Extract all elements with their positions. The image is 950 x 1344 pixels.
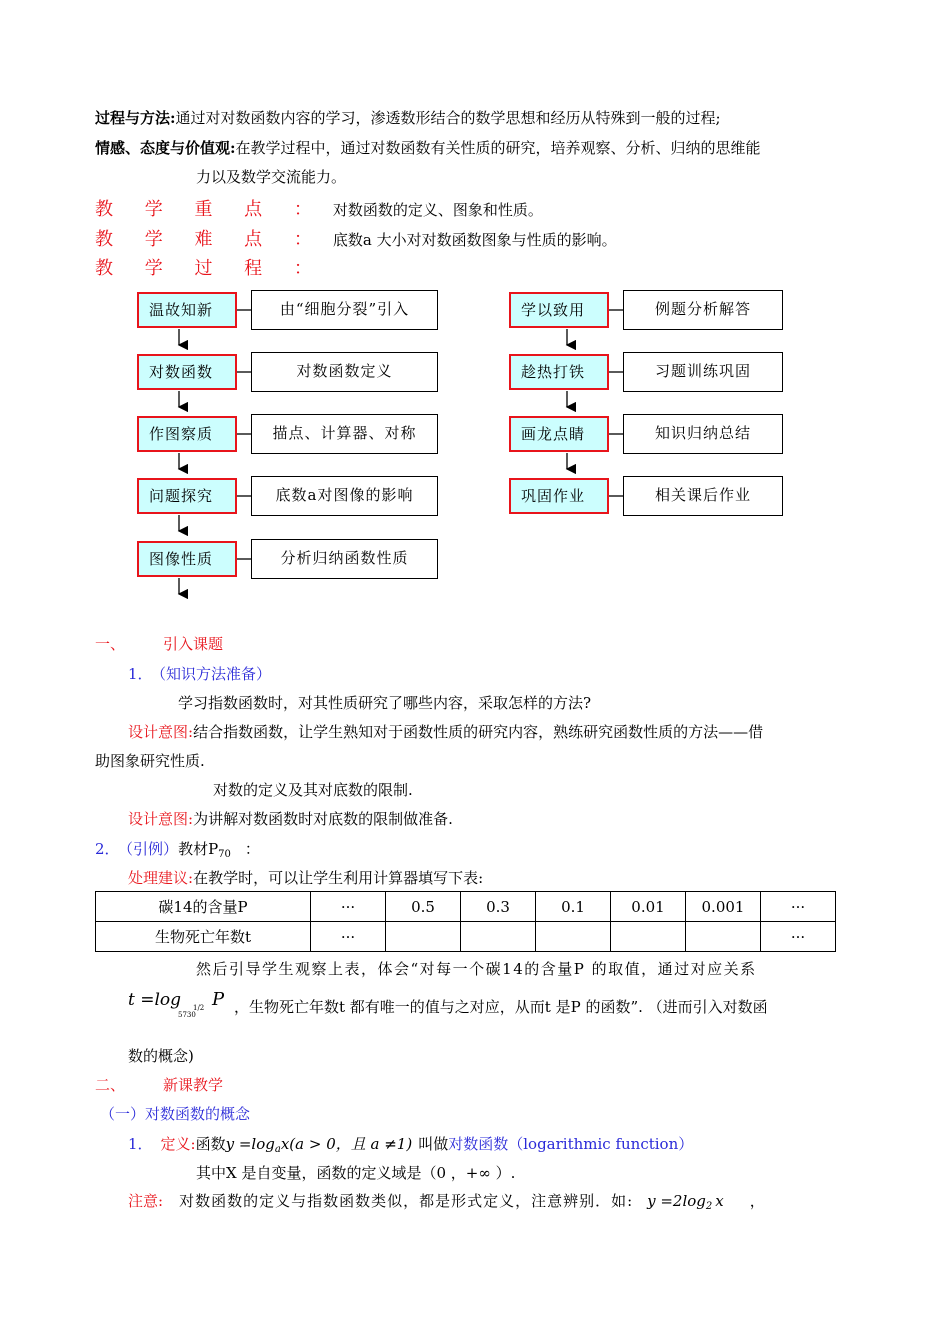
objective-text: 通过对对数函数内容的学习，渗透数形结合的数学思想和经历从特殊到一般的过程; [175,109,721,127]
formula-log [128,990,181,1010]
flow-step: 巩固作业 [509,478,609,514]
note-formula: y =2log [647,1192,706,1210]
flow-desc: 例题分析解答 [623,290,783,330]
advice-text: 在教学时，可以让学生利用计算器填写下表: [193,869,484,887]
table-cell: ··· [761,922,836,952]
note-var: x [715,1192,724,1210]
item-subscript: 70 [218,849,231,860]
domain-text: 其中X 是自变量，函数的定义域是（0 ，+∞ ）. [196,1164,516,1182]
def-pre: 函数 [195,1135,226,1153]
table-cell: 0.5 [386,892,461,922]
table-cell [386,922,461,952]
intent-text: 为讲解对数函数时对底数的限制做准备. [193,810,453,828]
def-label: 定义: [160,1135,196,1153]
flow-desc: 相关课后作业 [623,476,783,516]
table-row [96,922,836,952]
flow-step: 温故知新 [137,292,237,328]
subsection-heading: （一）对数函数的概念 [100,1105,251,1123]
table-cell: ··· [761,892,836,922]
paragraph: ，生物死亡年数t 都有唯一的值与之对应，从而t 是P 的函数”. （进而引入对数函 [234,998,768,1016]
objective-label: 过程与方法: [95,109,176,127]
def-formula: y =log [225,1135,275,1153]
section-heading [95,633,223,654]
def-term: 对数函数 [448,1135,509,1153]
def-base: a [274,1144,281,1155]
table-cell [461,922,536,952]
flow-step: 趁热打铁 [509,354,609,390]
table-cell [686,922,761,952]
def-num: 1． [128,1135,153,1153]
formula-root: 1/2 [193,1004,205,1012]
flow-desc: 描点、计算器、对称 [251,414,438,454]
def-eng: （logarithmic function） [508,1135,694,1153]
flow-step: 图像性质 [137,541,237,577]
section-title: 引入课题 [163,635,224,653]
table-cell: 碳14的含量P [96,892,311,922]
table-cell: 0.1 [536,892,611,922]
table-cell: ··· [311,892,386,922]
table-cell [611,922,686,952]
item-heading [95,838,260,860]
table-cell: 0.01 [611,892,686,922]
flow-step: 对数函数 [137,354,237,390]
section-num: 一、 [95,635,126,653]
objective-text-cont: 力以及数学交流能力。 [196,168,347,186]
paragraph: 然后引导学生观察上表，体会“对每一个碳14的含量P 的取值，通过对应关系 [196,960,757,978]
formula-lhs: t =log [128,990,182,1010]
section-heading [95,1074,223,1095]
flow-step: 学以致用 [509,292,609,328]
def-mid: 叫做 [418,1135,449,1153]
note [128,1190,765,1212]
formula-var: P [212,989,225,1010]
table-cell: 0.3 [461,892,536,922]
design-intent [128,808,453,829]
flow-desc: 由“细胞分裂”引入 [251,290,438,330]
process-label: 教 学 过 程 ： [95,258,325,279]
objective-text: 在教学过程中，通过对数函数有关性质的研究，培养观察、分析、归纳的思维能 [235,139,761,157]
design-intent [128,721,763,742]
intent-text: 结合指数函数，让学生熟知对于函数性质的研究内容，熟练研究函数性质的方法——借 [193,723,764,741]
flow-step: 问题探究 [137,478,237,514]
formula-base: 5730 [178,1011,196,1019]
intent-text-cont: 助图象研究性质. [95,752,205,770]
note-label: 注意: [128,1192,164,1210]
item-title: （知识方法准备） [158,665,272,683]
table-row [96,892,836,922]
table-cell: 生物死亡年数t [96,922,311,952]
question-2: 对数的定义及其对底数的限制. [213,781,413,799]
intent-label: 设计意图: [128,723,194,741]
def-formula2: x(a > 0，且 a ≠1) [280,1135,413,1153]
flow-step: 画龙点睛 [509,416,609,452]
item-text: 教材P [178,840,219,858]
paragraph: 数的概念) [128,1047,194,1065]
item-tail: ： [244,840,260,858]
table-cell: ··· [311,922,386,952]
item-title: （引例） [125,840,179,858]
advice [128,867,483,888]
flow-desc: 底数a对图像的影响 [251,476,438,516]
difficulty-label: 教 学 难 点 ： [95,229,325,250]
section-num: 二、 [95,1076,126,1094]
advice-label: 处理建议: [128,869,194,887]
flow-desc: 习题训练巩固 [623,352,783,392]
note-base: 2 [705,1201,713,1212]
note-text: 对数函数的定义与指数函数类似，都是形式定义，注意辨别．如: [179,1192,634,1210]
objective-label: 情感、态度与价值观: [95,139,236,157]
flow-step: 作图察质 [137,416,237,452]
item-num: 2． [95,840,120,858]
item-heading [128,663,271,684]
key-point-text: 对数函数的定义、图象和性质。 [332,201,543,219]
table-cell: 0.001 [686,892,761,922]
question-1: 学习指数函数时，对其性质研究了哪些内容，采取怎样的方法? [178,694,592,712]
definition [128,1133,693,1155]
item-num: 1． [128,665,153,683]
difficulty-text: 底数a 大小对对数函数图象与性质的影响。 [332,231,617,249]
flow-desc: 分析归纳函数性质 [251,539,438,579]
section-title: 新课教学 [163,1076,224,1094]
table-cell [536,922,611,952]
key-point-label: 教 学 重 点 ： [95,199,325,220]
carbon-table [95,891,836,952]
flow-desc: 对数函数定义 [251,352,438,392]
flow-desc: 知识归纳总结 [623,414,783,454]
note-tail: ， [749,1192,765,1210]
intent-label: 设计意图: [128,810,194,828]
